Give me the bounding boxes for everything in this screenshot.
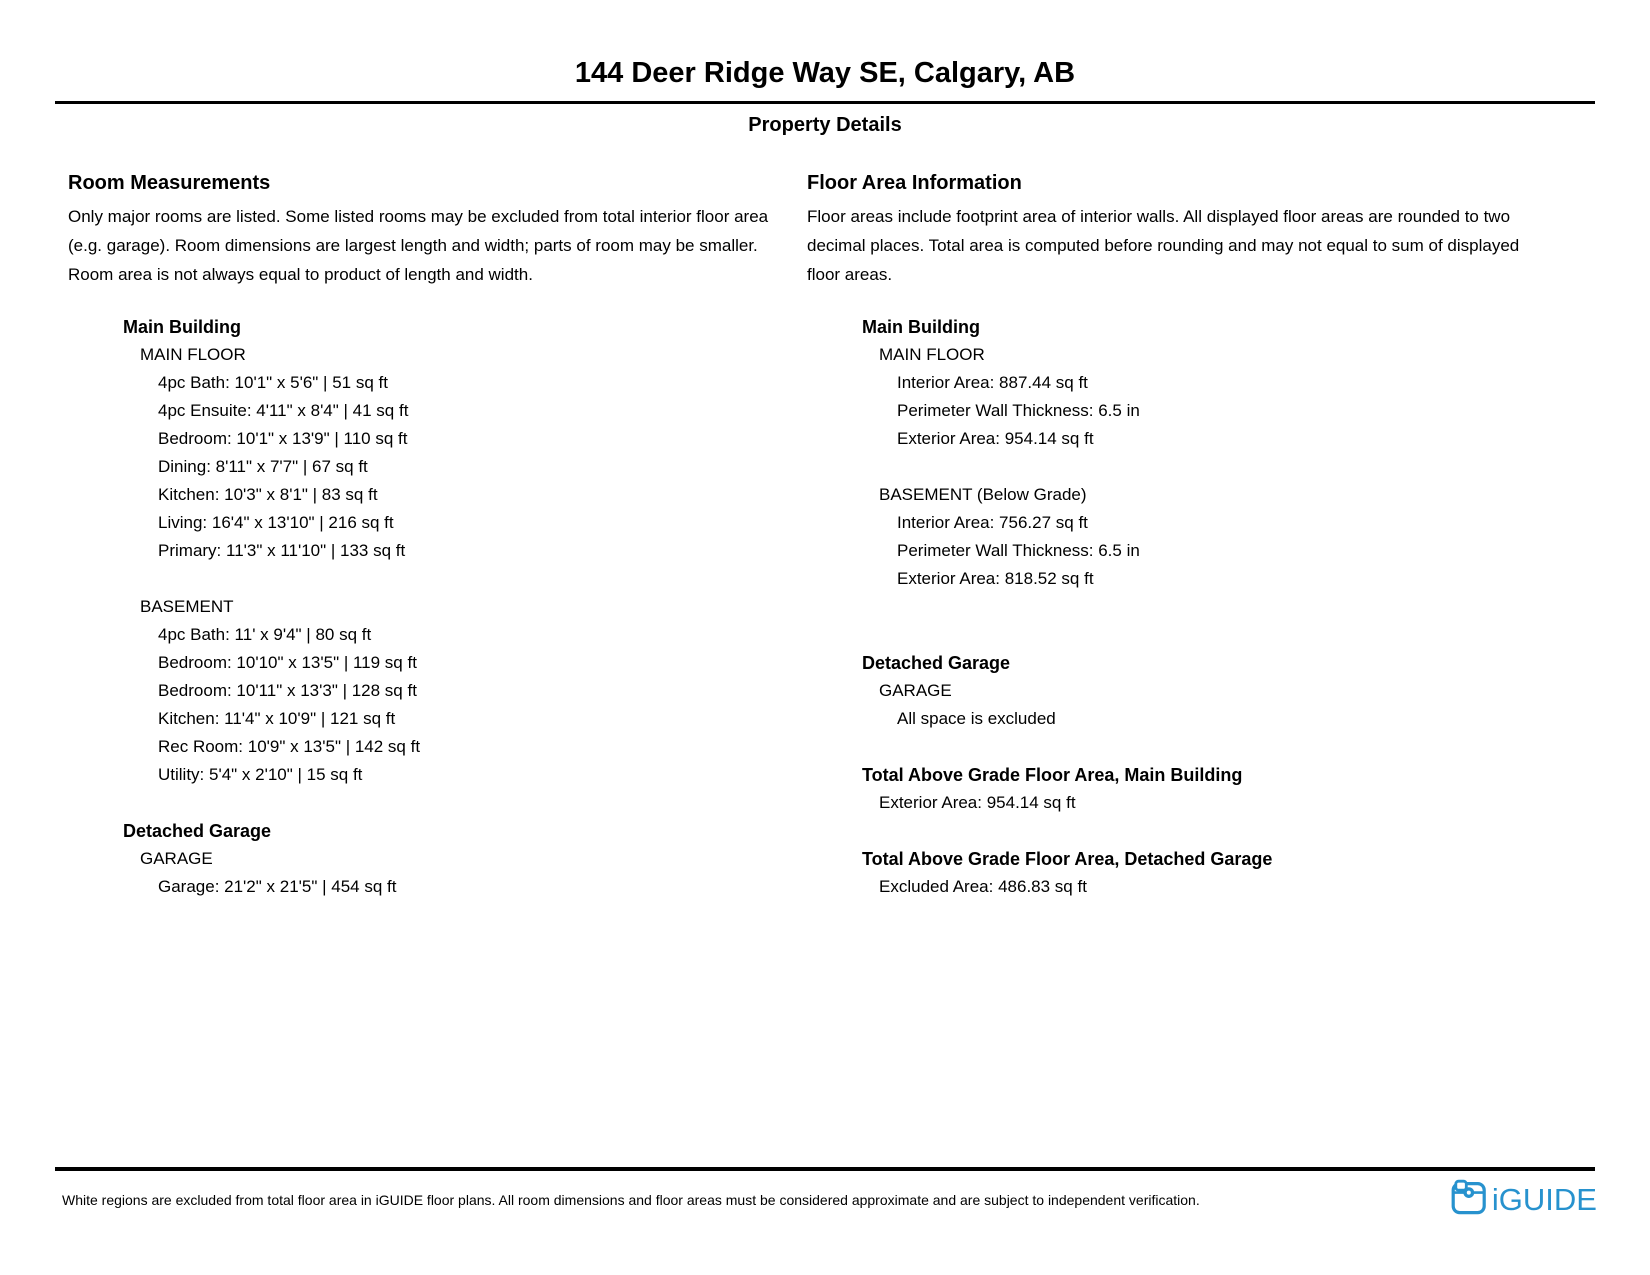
total-value: Exterior Area: 954.14 sq ft xyxy=(879,793,1076,812)
building-name: Detached Garage xyxy=(862,653,1011,673)
description-line: Floor areas include footprint area of interior walls. All displayed floor areas are rounded to two xyxy=(807,207,1511,226)
room-line: Utility: 5'4" x 2'10" | 15 sq ft xyxy=(158,765,363,784)
room-measurements-section xyxy=(68,170,807,901)
room-line: 4pc Ensuite: 4'11" x 8'4" | 41 sq ft xyxy=(158,401,409,420)
room-line: Bedroom: 10'10" x 13'5" | 119 sq ft xyxy=(158,653,417,672)
floor-basement xyxy=(123,593,807,789)
description-line: Room area is not always equal to product of length and width. xyxy=(68,265,533,284)
page-footer xyxy=(0,1167,1650,1220)
floor-main-floor xyxy=(123,341,807,565)
total-above-grade-main-building xyxy=(862,761,1580,817)
building-detached-garage xyxy=(862,649,1580,733)
area-line: Perimeter Wall Thickness: 6.5 in xyxy=(897,541,1140,560)
floor-main-floor xyxy=(862,341,1580,453)
building-detached-garage xyxy=(123,817,807,901)
area-line: All space is excluded xyxy=(897,709,1056,728)
area-line: Exterior Area: 818.52 sq ft xyxy=(897,569,1094,588)
description-line: Only major rooms are listed. Some listed rooms may be excluded from total interior floor area xyxy=(68,207,769,226)
building-main-building xyxy=(123,313,807,789)
footer-row xyxy=(62,1179,1597,1220)
room-measurements-description xyxy=(68,202,807,289)
description-line: floor areas. xyxy=(807,265,893,284)
floor-basement-below-grade xyxy=(862,481,1580,593)
floor-name: MAIN FLOOR xyxy=(879,345,985,364)
floor-area-section xyxy=(807,170,1650,901)
total-value: Excluded Area: 486.83 sq ft xyxy=(879,877,1087,896)
floor-garage xyxy=(862,677,1580,733)
iguide-logo-text: iGUIDE xyxy=(1491,1181,1597,1217)
description-line: decimal places. Total area is computed before rounding and may not equal to sum of displayed xyxy=(807,236,1520,255)
header-divider xyxy=(55,101,1595,104)
description-line: (e.g. garage). Room dimensions are largest length and width; parts of room may be smaller. xyxy=(68,236,758,255)
room-line: 4pc Bath: 11' x 9'4" | 80 sq ft xyxy=(158,625,372,644)
floor-name: GARAGE xyxy=(140,849,213,868)
floor-area-heading: Floor Area Information xyxy=(807,172,1022,194)
iguide-logo xyxy=(1451,1179,1597,1220)
room-line: 4pc Bath: 10'1" x 5'6" | 51 sq ft xyxy=(158,373,388,392)
area-line: Exterior Area: 954.14 sq ft xyxy=(897,429,1094,448)
room-line: Garage: 21'2" x 21'5" | 454 sq ft xyxy=(158,877,397,896)
content-columns xyxy=(0,170,1650,901)
room-line: Kitchen: 11'4" x 10'9" | 121 sq ft xyxy=(158,709,396,728)
total-label: Total Above Grade Floor Area, Detached Garage xyxy=(862,849,1273,869)
floor-name: MAIN FLOOR xyxy=(140,345,246,364)
building-main-building xyxy=(862,313,1580,593)
room-line: Living: 16'4" x 13'10" | 216 sq ft xyxy=(158,513,394,532)
room-line: Primary: 11'3" x 11'10" | 133 sq ft xyxy=(158,541,406,560)
floor-name: GARAGE xyxy=(879,681,952,700)
floor-garage xyxy=(123,845,807,901)
floor-name: BASEMENT (Below Grade) xyxy=(879,485,1087,504)
floor-area-description xyxy=(807,202,1580,289)
page-title: 144 Deer Ridge Way SE, Calgary, AB xyxy=(574,57,1076,89)
area-line: Perimeter Wall Thickness: 6.5 in xyxy=(897,401,1140,420)
floor-name: BASEMENT xyxy=(140,597,234,616)
room-line: Bedroom: 10'11" x 13'3" | 128 sq ft xyxy=(158,681,417,700)
building-name: Main Building xyxy=(123,317,241,337)
footer-divider xyxy=(55,1167,1595,1171)
building-name: Detached Garage xyxy=(123,821,272,841)
room-line: Dining: 8'11" x 7'7" | 67 sq ft xyxy=(158,457,368,476)
building-name: Main Building xyxy=(862,317,980,337)
total-above-grade-detached-garage xyxy=(862,845,1580,901)
area-line: Interior Area: 756.27 sq ft xyxy=(897,513,1088,532)
page-subtitle: Property Details xyxy=(748,114,902,136)
total-label: Total Above Grade Floor Area, Main Building xyxy=(862,765,1243,785)
room-line: Bedroom: 10'1" x 13'9" | 110 sq ft xyxy=(158,429,408,448)
footer-disclaimer: White regions are excluded from total floor area in iGUIDE floor plans. All room dimensions and floor areas must be considered approximate and are subject to independent verification. xyxy=(62,1191,1200,1208)
room-measurements-heading: Room Measurements xyxy=(68,172,271,194)
room-line: Rec Room: 10'9" x 13'5" | 142 sq ft xyxy=(158,737,421,756)
iguide-camera-icon xyxy=(1451,1179,1487,1220)
area-line: Interior Area: 887.44 sq ft xyxy=(897,373,1088,392)
room-line: Kitchen: 10'3" x 8'1" | 83 sq ft xyxy=(158,485,378,504)
